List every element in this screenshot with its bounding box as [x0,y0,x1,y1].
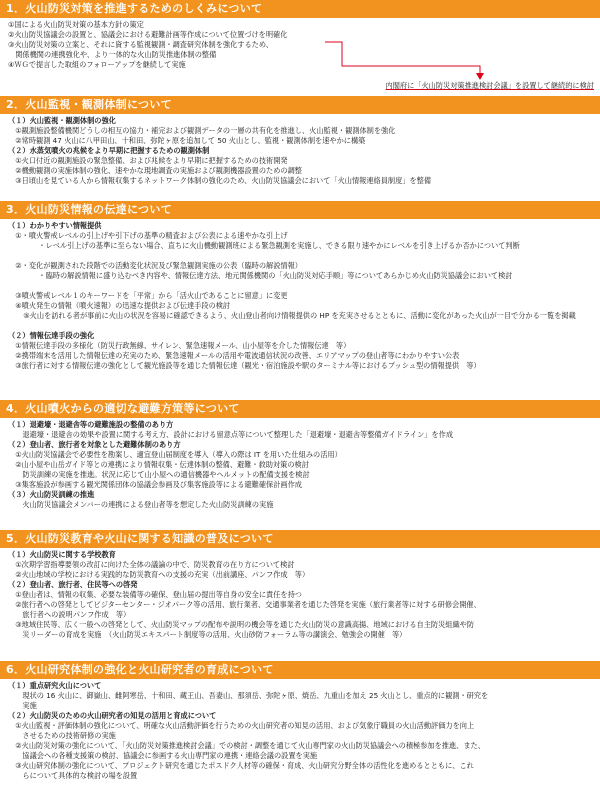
list-item: ⑤火山を訪れる者が事前に火山の状況を容易に確認できるよう、火山登山者向け情報提供の HP を充実させるとともに、活動に変化があった火山が一目で分かる一覧を掲載 [16,311,576,320]
list-item: ③火山研究体制の強化について、プロジェクト研究を通じたポスドク人材等の確保・育成、火山研究分野全体の活性化を進めるとともに、これ [8,761,474,770]
list-item: ②常時観測 47 火山に八甲田山、十和田、弥陀ヶ原を追加して 50 火山とし、監視・観測体制を速やかに構築 [8,136,366,145]
list-item: ④噴火発生の情報（噴火速報）の迅速な提供および伝達手段の検討 [8,301,231,310]
list-item: ①国による火山防災対策の基本方針の策定 [8,20,144,29]
list-item: ①・噴火警戒レベルの引上げや引下げの基準の精査および公表による速やかな引上げ [8,231,288,240]
list-item: ③噴火警戒レベル１のキーワードを「平常」から「活火山であることに留意」に変更 [8,291,288,300]
subheading: （２）情報伝達手段の強化 [8,331,95,340]
section-1-title: 1．火山防災対策を推進するためのしくみについて [0,0,600,18]
list-item: 旅行者への説明パンフ作成 等） [8,610,131,619]
list-item: ①火山防災協議会で必要性を勘案し、適宜登山届制度を導入（導入の際は IT を用いた仕組みの活用） [8,450,342,459]
section-4 [0,400,600,530]
section-2 [0,96,600,201]
list-item: ・レベル引上げの基準に至らない場合、直ちに火山機動観測班による緊急観測を実施し、できる限り速やかにレベルを引き上げるか否かについて判断 [24,241,520,250]
list-item: ③日頃山を見ている人から情報収集するネットワーク体制の強化のため、火山防災協議会において「火山情報連絡員制度」を整備 [8,176,432,185]
list-item: ②火山防災協議会の設置と、協議会における避難計画等作成について位置づけを明確化 [8,30,288,39]
list-item: ③集客施設が参画する観光関係団体の協議会参画及び集客施設等による避難確保計画作成 [8,480,302,489]
subheading: （１）火山防災に関する学校教育 [8,550,116,559]
list-item: ③火山防災対策の立案と、それに資する監視観測・調査研究体制を強化するため、 [8,40,273,49]
subheading: （１）退避壕・退避舎等の避難施設の整備のあり方 [8,420,174,429]
subheading: （２）火山防災のための火山研究者の知見の活用と育成について [8,711,217,720]
list-item: 災リーダーの育成を実施 （火山防災エキスパート制度等の活用、火山砂防フォーラム等の講演会、勉強会の開催 等） [8,630,407,639]
subheading: （１）重点研究火山について [8,681,102,690]
section-4-body [0,418,600,513]
list-item: ②携帯端末を活用した情報伝達の充実のため、緊急速報メールの活用や電波通信状況の改善、エリアマップの登山者等にわかりやすい公表 [8,351,460,360]
section-6 [0,661,600,809]
section-3-body [0,219,600,374]
section-6-title: 6．火山研究体制の強化と火山研究者の育成について [0,661,600,679]
list-item: ①登山者は、情報の収集、必要な装備等の確保、登山届の提出等自身の安全に責任を持つ [8,590,302,599]
list-item: ②火山地域の学校における実践的な防災教育への支援の充実（出前講座、パンフ作成 等） [8,570,310,579]
list-item: ②火山防災対策の強化について、「火山防災対策推進検討会議」での検討・調整を通じて火山専門家の火山防災協議会への積極参加を推進、また、 [8,741,485,750]
list-item: 実施 [8,701,37,710]
section-1-note: 内閣府に「火山防災対策推進検討会議」を設置して継続的に検討 [385,81,594,90]
list-item: ・臨時の解説情報に盛り込むべき内容や、情報伝達方法、地元関係機関の「火山防災対応手順」等についてあらかじめ火山防災協議会において検討 [24,271,513,280]
list-item: 関係機関の連携強化や、より一体的な火山防災推進体制の整備 [8,50,217,59]
list-item: ③旅行者に対する情報伝達の強化として観光施設等を通じた情報伝達（観光・宿泊施設や駅のターミナル等におけるプッシュ型の情報提供 等） [8,361,481,370]
section-5-body [0,548,600,643]
list-item: ①観測施設整備機関どうしの相互の協力・補完および観測データの一層の共有化を推進し、火山監視・観測体制を強化 [8,126,396,135]
list-item: 現状の 16 火山に、御嶽山、雌阿寒岳、十和田、蔵王山、吾妻山、那須岳、弥陀ヶ原、焼岳、九重山を加え 25 火山とし、重点的に観測・研究を [8,691,489,700]
list-item: ①情報伝達手段の多様化（防災行政無線、サイレン、緊急速報メール、山小屋等を介した情報伝達 等） [8,341,351,350]
list-item: ①火山監視・評価体制の強化について、明確な火山活動評価を行うための火山研究者の知見の活用、および気象庁職員の火山活動評価力を向上 [8,721,475,730]
list-item: ④ＷＧで提言した取組のフォローアップを継続して実施 [8,60,186,69]
subheading: （２）登山者、旅行者を対象とした避難体制のあり方 [8,440,181,449]
list-item: らについて具体的な検討の場を設置 [8,771,138,780]
list-item: ②山小屋や山岳ガイド等との連携により情報収集・伝達体制の整備、避難・救助対策の検討 [8,460,309,469]
section-2-body [0,114,600,189]
list-item: 火山防災協議会メンバーの連携による登山者等を想定した火山防災訓練の実施 [8,500,274,509]
list-item: 退避壕・退避舎の効果や設置に関する考え方、設計における留意点等について整理した「退避壕・退避舎等整備ガイドライン」を作成 [8,430,454,439]
section-5-title: 5．火山防災教育や火山に関する知識の普及について [0,530,600,548]
section-6-body [0,679,600,784]
list-item: 協議会への各種支援策の検討、協議会に参画する火山専門家の連携・連絡会議の設置を実施 [8,751,318,760]
subheading: （３）火山防災訓練の推進 [8,490,95,499]
subheading: （２）水蒸気噴火の兆候をより早期に把握するための観測体制 [8,146,210,155]
list-item: ①次期学習指導要領の改訂に向けた全体の議論の中で、防災教育の在り方について検討 [8,560,295,569]
section-2-title: 2．火山監視・観測体制について [0,96,600,114]
section-1 [0,0,600,96]
list-item: ③地域住民等、広く一般への啓発として、火山防災マップの配布や説明の機会等を通じた火山防災の意識高揚、地域における自主防災組織や防 [8,620,475,629]
section-5 [0,530,600,661]
subheading: （１）火山監視・観測体制の強化 [8,116,116,125]
section-3-title: 3．火山防災情報の伝達について [0,201,600,219]
section-3 [0,201,600,400]
list-item: ②・変化が観測された段階での活動変化状況及び緊急観測実施の公表（臨時の解説情報） [8,261,302,270]
list-item: させるための技術研修の実施 [8,731,116,740]
list-item: 防災訓練の実施を推進。状況に応じて山小屋への通信機器やヘルメットの配備支援を検討 [8,470,310,479]
subheading: （１）わかりやすい情報提供 [8,221,102,230]
subheading: （２）登山者、旅行者、住民等への啓発 [8,580,138,589]
list-item: ②旅行者への啓発としてビジターセンター・ジオパーク等の活用、旅行業者、交通事業者を通じた啓発を実施（旅行業者等に対する研修会開催、 [8,600,481,609]
list-item: ②機動観測の実施体制の強化、速やかな現地調査の実施および観測機器設置のための調整 [8,166,302,175]
section-4-title: 4．火山噴火からの適切な避難方策等について [0,400,600,418]
list-item: ①火口付近の観測施設の緊急整備、および兆候をより早期に把握するための技術開発 [8,156,288,165]
